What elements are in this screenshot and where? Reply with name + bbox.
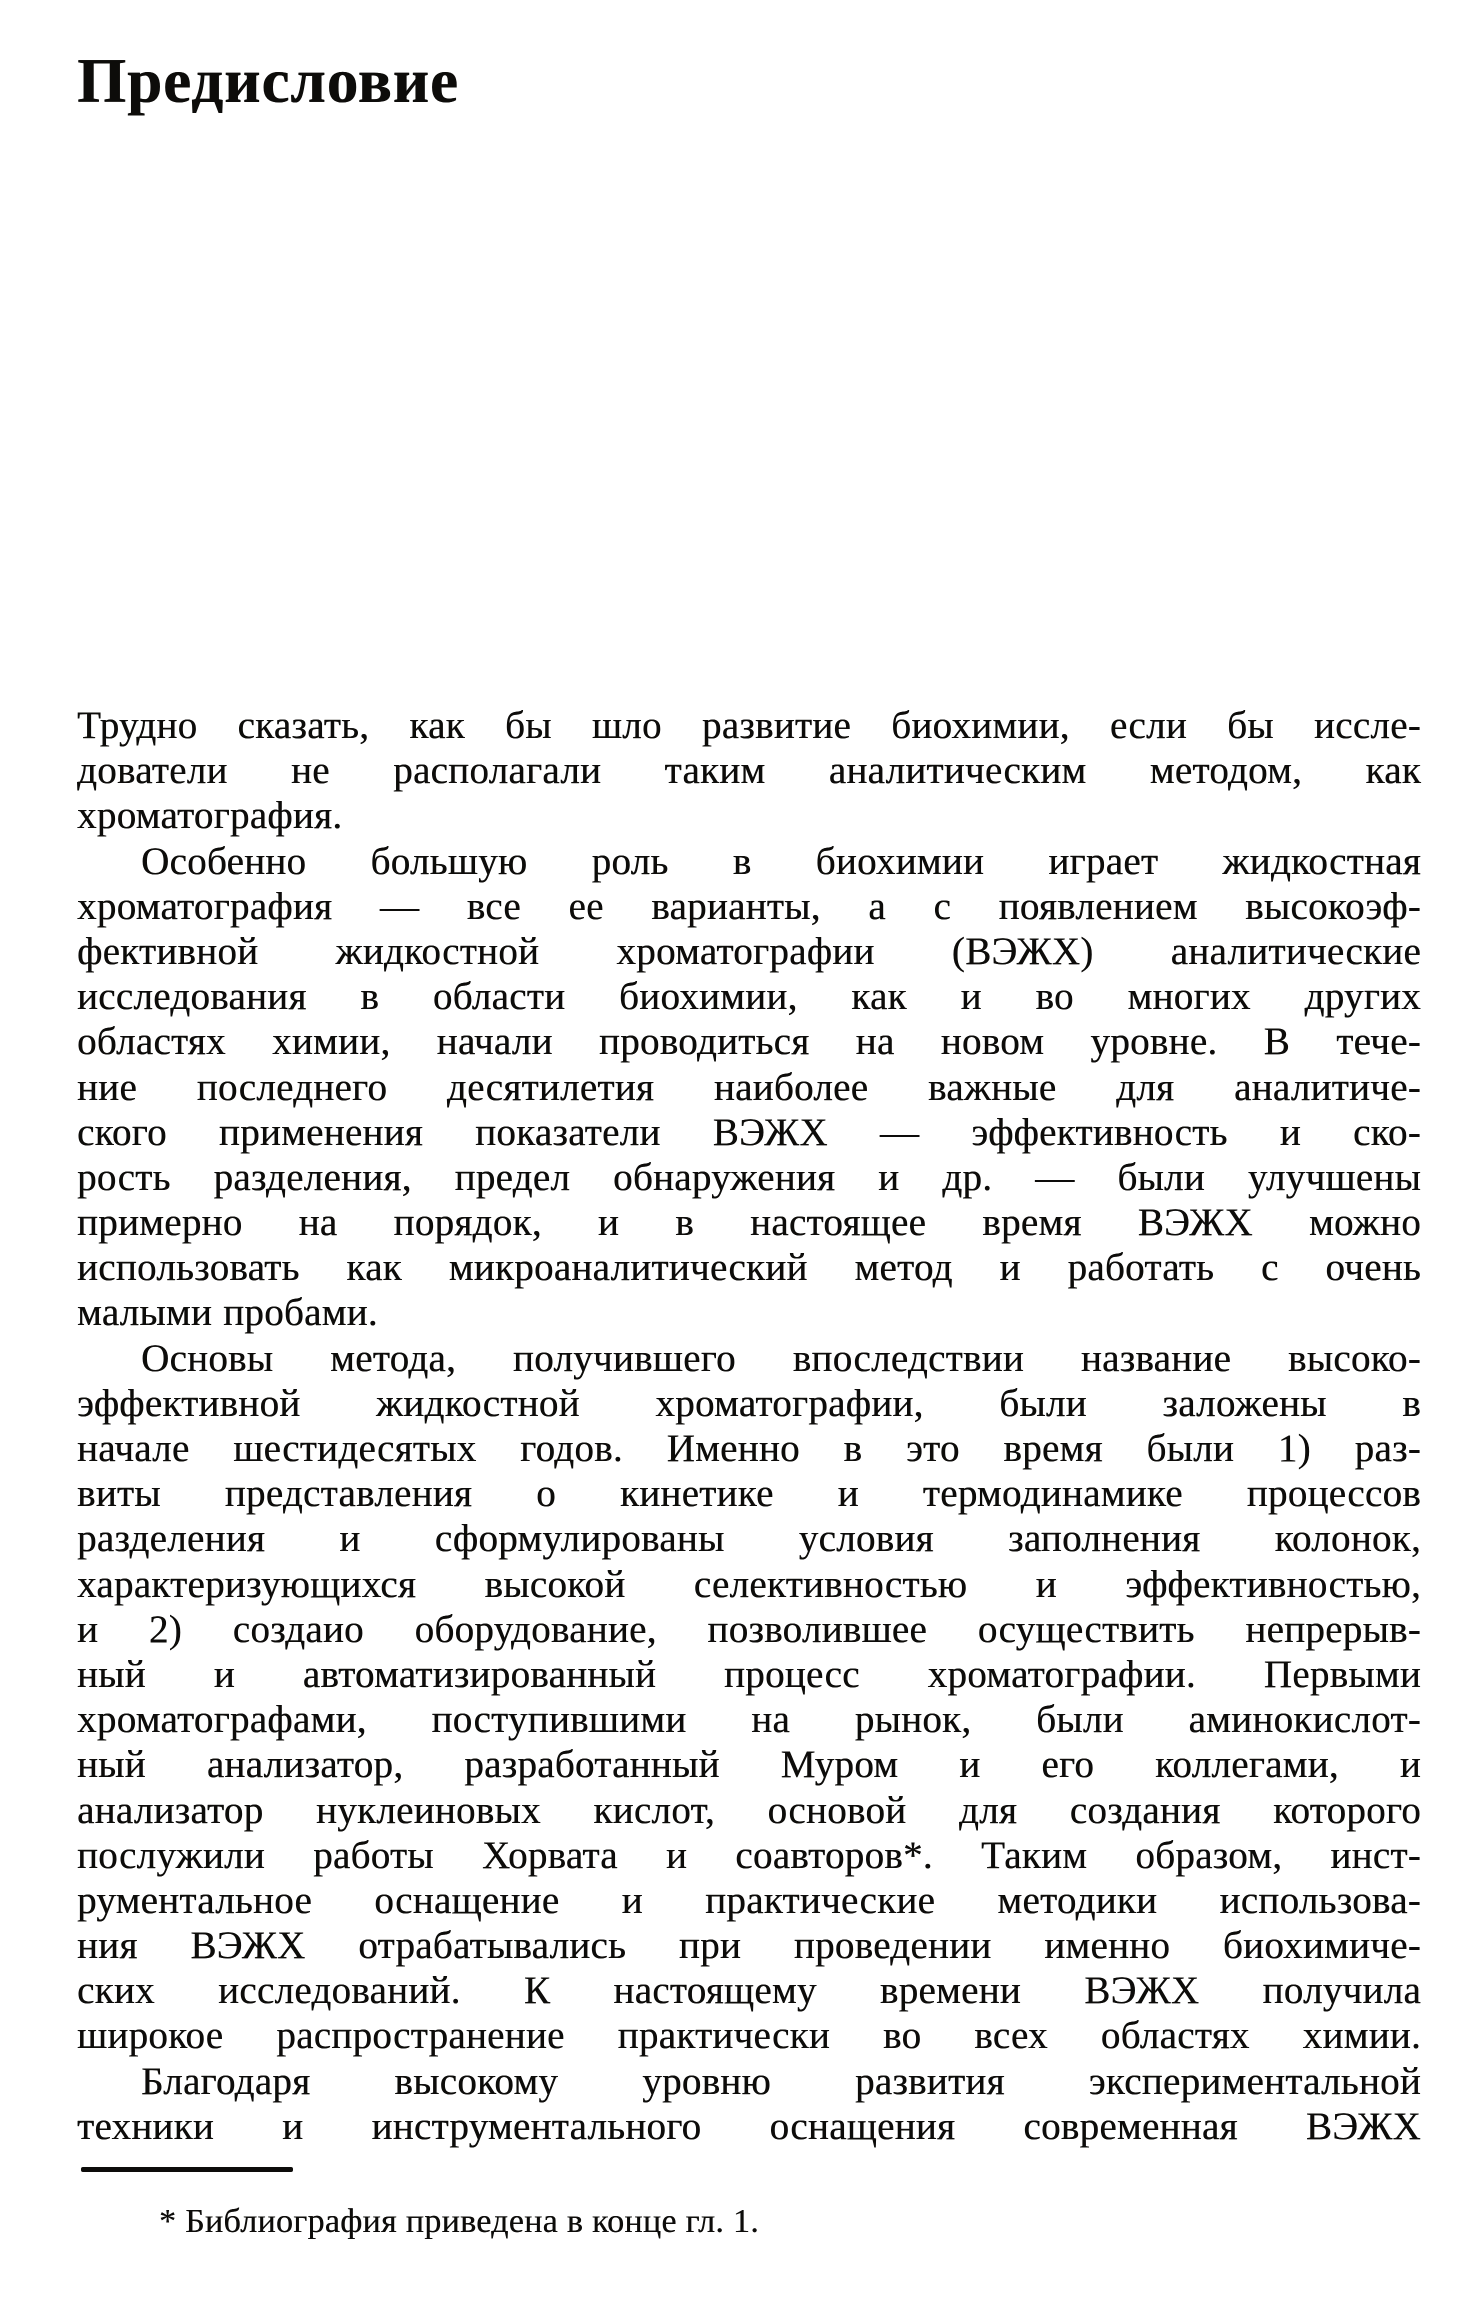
text-line: ние последнего десятилетия наиболее важные для аналитиче-	[77, 1065, 1421, 1109]
text-line: техники и инструментального оснащения современная ВЭЖХ	[77, 2104, 1421, 2148]
text-line: фективной жидкостной хроматографии (ВЭЖХ) аналитические	[77, 929, 1421, 973]
text-line: дователи не располагали таким аналитическим методом, как	[77, 749, 1421, 793]
text-line: Особенно большую роль в биохимии играет жидкостная	[141, 839, 1421, 883]
text-line: областях химии, начали проводиться на новом уровне. В тече-	[77, 1020, 1421, 1064]
text-line: характеризующихся высокой селективностью и эффективностью,	[77, 1562, 1421, 1606]
footnote-divider	[81, 2167, 293, 2172]
text-line: хроматографами, поступившими на рынок, были аминокислот-	[77, 1698, 1421, 1742]
text-line: Трудно сказать, как бы шло развитие биохимии, если бы иссле-	[77, 704, 1421, 747]
text-line: и 2) создаио оборудование, позволившее осуществить непрерыв-	[77, 1607, 1421, 1651]
text-line: послужили работы Хорвата и соавторов*. Таким образом, инст-	[77, 1833, 1421, 1877]
text-line: ского применения показатели ВЭЖХ — эффективность и ско-	[77, 1110, 1421, 1154]
text-line: эффективной жидкостной хроматографии, были заложены в	[77, 1381, 1421, 1425]
text-line: примерно на порядок, и в настоящее время ВЭЖХ можно	[77, 1201, 1421, 1245]
text-line: рость разделения, предел обнаружения и др. — были улучшены	[77, 1155, 1421, 1199]
text-line: ный анализатор, разработанный Муром и его коллегами, и	[77, 1743, 1421, 1787]
body-text	[77, 703, 1421, 2149]
text-line: Основы метода, получившего впоследствии название высоко-	[141, 1336, 1421, 1380]
text-line: использовать как микроаналитический метод и работать с очень	[77, 1246, 1421, 1290]
text-line: начале шестидесятых годов. Именно в это время были 1) раз-	[77, 1427, 1421, 1470]
text-line: широкое распространение практически во всех областях химии.	[77, 2014, 1421, 2058]
text-line: рументальное оснащение и практические методики использова-	[77, 1878, 1421, 1922]
text-line: хроматография.	[77, 794, 343, 838]
page-title: Предисловие	[77, 46, 459, 116]
text-line: анализатор нуклеиновых кислот, основой для создания которого	[77, 1788, 1421, 1832]
text-line: Благодаря высокому уровню развития экспериментальной	[141, 2059, 1421, 2103]
text-line: малыми пробами.	[77, 1291, 378, 1335]
footnote-text: * Библиография приведена в конце гл. 1.	[159, 2203, 760, 2240]
text-line: ния ВЭЖХ отрабатывались при проведении именно биохимиче-	[77, 1924, 1421, 1968]
text-line: разделения и сформулированы условия заполнения колонок,	[77, 1517, 1421, 1561]
text-line: хроматография — все ее варианты, а с появлением высокоэф-	[77, 884, 1421, 928]
text-line: исследования в области биохимии, как и во многих других	[77, 975, 1421, 1019]
text-line: виты представления о кинетике и термодинамике процессов	[77, 1472, 1421, 1516]
text-line: ских исследований. К настоящему времени ВЭЖХ получила	[77, 1969, 1421, 2013]
text-line: ный и автоматизированный процесс хроматографии. Первыми	[77, 1652, 1421, 1696]
